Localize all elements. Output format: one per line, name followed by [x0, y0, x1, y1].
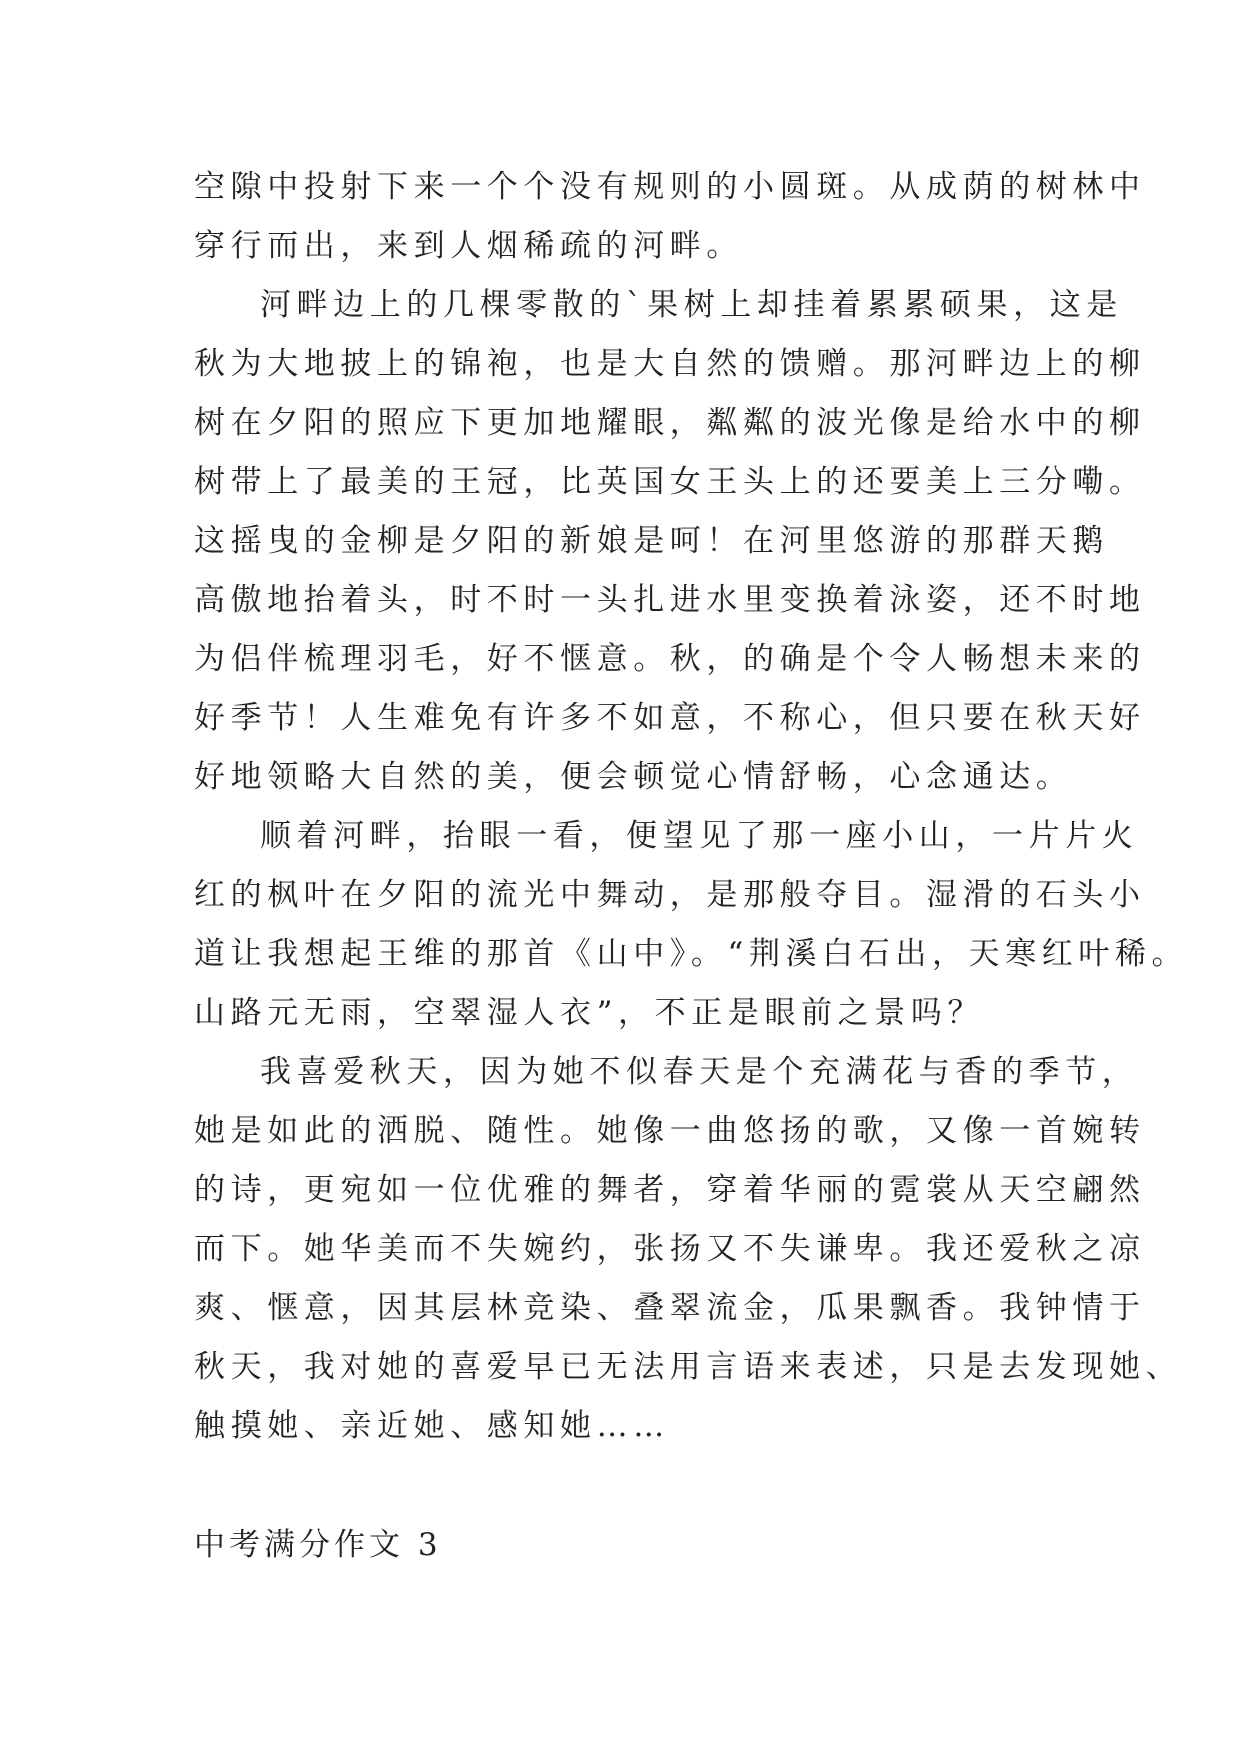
text-line: 红的枫叶在夕阳的流光中舞动，是那般夺目。湿滑的石头小	[194, 877, 1146, 913]
text-line: 空隙中投射下来一个个没有规则的小圆斑。从成荫的树林中	[194, 169, 1146, 205]
text-line: 为侣伴梳理羽毛，好不惬意。秋，的确是个令人畅想未来的	[194, 641, 1146, 677]
text-line: 而下。她华美而不失婉约，张扬又不失谦卑。我还爱秋之凉	[194, 1231, 1146, 1267]
text-line: 秋为大地披上的锦袍，也是大自然的馈赠。那河畔边上的柳	[194, 346, 1146, 382]
text-line: 这摇曳的金柳是夕阳的新娘是呵！在河里悠游的那群天鹅	[194, 523, 1109, 559]
text-line: 穿行而出，来到人烟稀疏的河畔。	[194, 228, 743, 264]
text-line: 好地领略大自然的美，便会顿觉心情舒畅，心念通达。	[194, 759, 1073, 795]
text-line: 高傲地抬着头，时不时一头扎进水里变换着泳姿，还不时地	[194, 582, 1146, 618]
paragraph-start-line: 顺着河畔，抬眼一看，便望见了那一座小山，一片片火	[260, 818, 1139, 854]
text-line: 秋天，我对她的喜爱早已无法用言语来表述，只是去发现她、	[194, 1349, 1183, 1385]
section-heading: 中考满分作文 3	[194, 1527, 442, 1563]
text-line: 她是如此的洒脱、随性。她像一曲悠扬的歌，又像一首婉转	[194, 1113, 1146, 1149]
text-line: 道让我想起王维的那首《山中》。“荆溪白石出，天寒红叶稀。	[194, 936, 1189, 972]
text-line: 好季节！人生难免有许多不如意，不称心，但只要在秋天好	[194, 700, 1146, 736]
text-line: 触摸她、亲近她、感知她……	[194, 1408, 670, 1444]
paragraph-start-line: 我喜爱秋天，因为她不似春天是个充满花与香的季节，	[260, 1054, 1139, 1090]
text-line: 树在夕阳的照应下更加地耀眼，粼粼的波光像是给水中的柳	[194, 405, 1146, 441]
text-line: 的诗，更宛如一位优雅的舞者，穿着华丽的霓裳从天空翩然	[194, 1172, 1146, 1208]
text-line: 爽、惬意，因其层林竞染、叠翠流金，瓜果飘香。我钟情于	[194, 1290, 1146, 1326]
text-line: 树带上了最美的王冠，比英国女王头上的还要美上三分嘞。	[194, 464, 1146, 500]
paragraph-start-line: 河畔边上的几棵零散的`果树上却挂着累累硕果，这是	[260, 287, 1123, 323]
text-line: 山路元无雨，空翠湿人衣”，不正是眼前之景吗？	[194, 995, 985, 1031]
